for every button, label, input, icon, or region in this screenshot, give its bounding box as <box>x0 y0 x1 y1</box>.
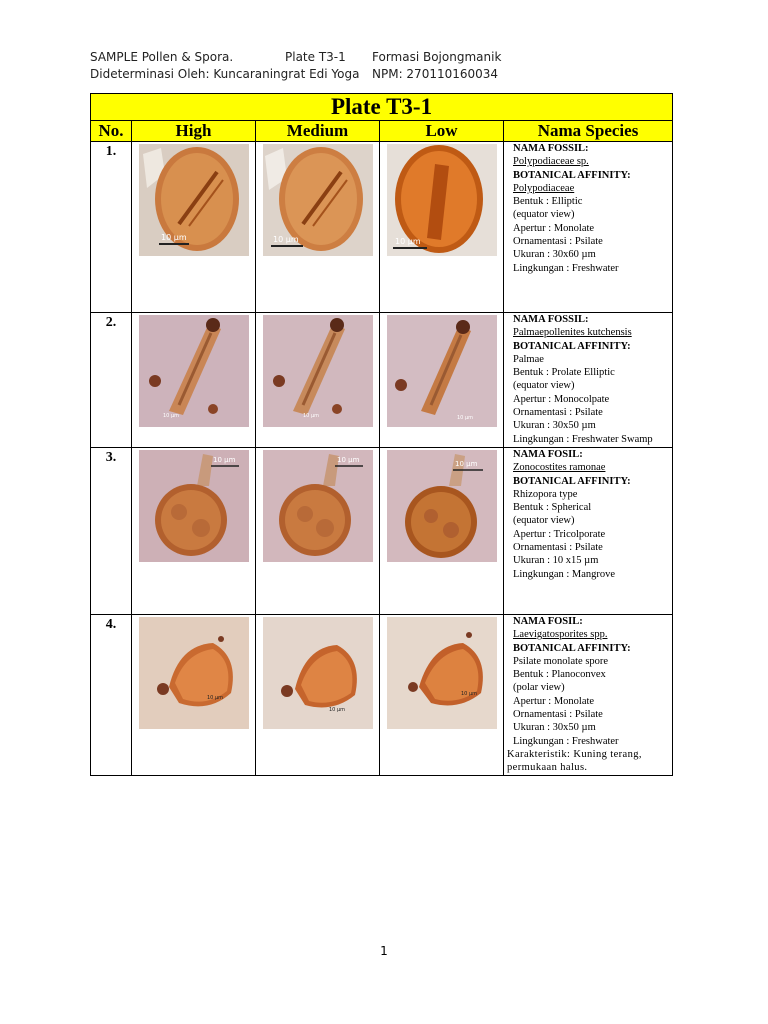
scale-bar-label: 10 µm <box>302 413 319 419</box>
desc-line: Apertur : Monocolpate <box>513 393 610 405</box>
header-plate: Plate T3-1 <box>285 50 346 64</box>
karakteristik-note: Karakteristik: Kuning terang, permukaan halus. <box>507 748 642 774</box>
header-formasi: Formasi Bojongmanik <box>372 50 502 64</box>
scale-bar-label: 10 µm <box>454 460 477 468</box>
affinity: Psilate monolate spore <box>513 655 609 667</box>
desc-line: (polar view) <box>513 682 565 694</box>
desc-line: (equator view) <box>513 209 575 221</box>
row-number: 4. <box>91 615 132 776</box>
species-description <box>504 142 673 313</box>
nama-fossil-label: NAMA FOSIL: <box>513 616 583 627</box>
scale-bar-label: 10 µm <box>460 691 477 697</box>
micrograph-high <box>139 617 249 729</box>
col-header-no: No. <box>91 121 132 142</box>
plate-title: Plate T3-1 <box>91 94 673 121</box>
micrograph-low <box>387 144 497 256</box>
scale-bar-label: 10 µm <box>162 413 179 419</box>
affinity: Palmae <box>513 353 544 365</box>
affinity-label: BOTANICAL AFFINITY: <box>513 642 631 654</box>
micrograph-medium <box>263 617 373 729</box>
species-description <box>504 313 673 448</box>
scale-bar-label: 10 µm <box>456 415 473 421</box>
nama-fossil-label: NAMA FOSSIL: <box>513 143 589 154</box>
species-description <box>504 615 673 776</box>
desc-line: Lingkungan : Freshwater Swamp <box>513 433 653 445</box>
desc-line: Ukuran : 30x60 µm <box>513 249 596 261</box>
row-number: 3. <box>91 448 132 615</box>
micrograph-medium <box>263 450 373 562</box>
affinity-label: BOTANICAL AFFINITY: <box>513 340 631 352</box>
col-header-nama-species: Nama Species <box>504 121 673 142</box>
micrograph-low <box>387 450 497 562</box>
desc-line: Ornamentasi : Psilate <box>513 542 603 554</box>
desc-line: Ukuran : 30x50 µm <box>513 722 596 734</box>
header-sample: SAMPLE Pollen & Spora. <box>90 50 234 64</box>
desc-line: Bentuk : Prolate Elliptic <box>513 367 615 379</box>
affinity-label: BOTANICAL AFFINITY: <box>513 475 631 487</box>
table-row <box>91 142 673 313</box>
col-header-high: High <box>132 121 256 142</box>
affinity: Polypodiaceae <box>513 182 575 194</box>
desc-line: Apertur : Monolate <box>513 222 595 234</box>
desc-line: Ukuran : 10 x15 µm <box>513 555 599 567</box>
desc-line: Lingkungan : Freshwater <box>513 262 619 274</box>
scale-bar-label: 10 µm <box>206 695 223 701</box>
desc-line: (equator view) <box>513 515 575 527</box>
desc-line: (equator view) <box>513 380 575 392</box>
nama-fossil: Laevigatosporites spp. <box>513 629 608 641</box>
micrograph-low <box>387 315 497 427</box>
col-header-low: Low <box>380 121 504 142</box>
plate-table <box>90 93 673 776</box>
scale-bar-label: 10 µm <box>160 233 187 242</box>
desc-line: Bentuk : Elliptic <box>513 196 583 208</box>
micrograph-medium <box>263 144 373 256</box>
desc-line: Ukuran : 30x50 µm <box>513 420 596 432</box>
desc-line: Apertur : Tricolporate <box>513 528 606 540</box>
desc-line: Ornamentasi : Psilate <box>513 709 603 721</box>
header-npm: NPM: 270110160034 <box>372 67 499 81</box>
scale-bar-label: 10 µm <box>394 237 421 246</box>
micrograph-high <box>139 450 249 562</box>
desc-line: Bentuk : Spherical <box>513 502 592 514</box>
scale-bar-label: 10 µm <box>336 456 359 464</box>
scale-bar-label: 10 µm <box>212 456 235 464</box>
table-row <box>91 615 673 776</box>
desc-line: Bentuk : Planoconvex <box>513 669 606 681</box>
micrograph-high <box>139 315 249 427</box>
nama-fossil: Polypodiaceae sp. <box>513 156 589 168</box>
scale-bar-label: 10 µm <box>328 707 345 713</box>
scale-bar-label: 10 µm <box>272 235 299 244</box>
nama-fossil-label: NAMA FOSSIL: <box>513 314 589 325</box>
micrograph-high <box>139 144 249 256</box>
row-number: 1. <box>91 142 132 313</box>
col-header-medium: Medium <box>256 121 380 142</box>
nama-fossil: Zonocostites ramonae <box>513 462 606 474</box>
nama-fossil: Palmaepollenites kutchensis <box>513 327 632 339</box>
table-row <box>91 313 673 448</box>
desc-line: Lingkungan : Mangrove <box>513 568 616 580</box>
desc-line: Lingkungan : Freshwater <box>513 735 619 747</box>
header-determinasi: Dideterminasi Oleh: Kuncaraningrat Edi Yoga <box>90 67 360 81</box>
nama-fossil-label: NAMA FOSIL: <box>513 449 583 460</box>
micrograph-medium <box>263 315 373 427</box>
row-number: 2. <box>91 313 132 448</box>
micrograph-low <box>387 617 497 729</box>
table-row <box>91 448 673 615</box>
affinity: Rhizopora type <box>513 488 578 500</box>
species-description <box>504 448 673 615</box>
desc-line: Apertur : Monolate <box>513 695 595 707</box>
affinity-label: BOTANICAL AFFINITY: <box>513 169 631 181</box>
desc-line: Ornamentasi : Psilate <box>513 407 603 419</box>
desc-line: Ornamentasi : Psilate <box>513 236 603 248</box>
page-number: 1 <box>380 944 388 958</box>
